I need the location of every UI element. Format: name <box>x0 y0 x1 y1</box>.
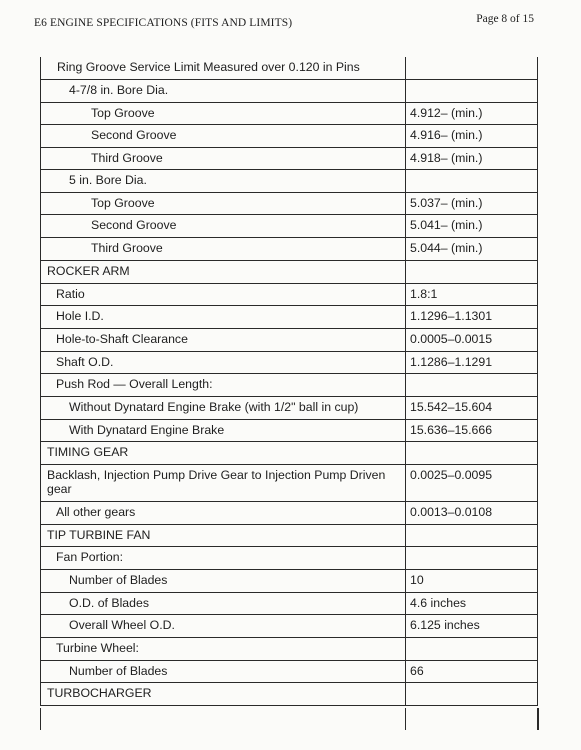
spec-value: 0.0025–0.0095 <box>406 464 538 501</box>
spec-row <box>41 328 538 351</box>
spec-row <box>41 102 538 124</box>
spec-value: 5.041– (min.) <box>406 214 538 237</box>
spec-row <box>41 464 538 501</box>
spec-label: Third Groove <box>41 147 406 169</box>
spec-value: 4.916– (min.) <box>406 124 538 147</box>
spec-value: 5.037– (min.) <box>406 192 538 214</box>
spec-label: Turbine Wheel: <box>41 637 406 660</box>
spec-value: 10 <box>406 569 538 592</box>
spec-value: 15.542–15.604 <box>406 396 538 419</box>
spec-value: 66 <box>406 660 538 682</box>
spec-value: 4.6 inches <box>406 592 538 614</box>
spec-table-body <box>41 57 538 705</box>
section-header-row <box>41 524 538 546</box>
spec-row <box>41 79 538 102</box>
spec-value <box>406 79 538 102</box>
spec-row <box>41 169 538 192</box>
spec-value <box>406 524 538 546</box>
spec-value: 0.0013–0.0108 <box>406 501 538 524</box>
spec-label: Number of Blades <box>41 569 406 592</box>
spec-row <box>41 147 538 169</box>
spec-row <box>41 373 538 396</box>
spec-label: Ratio <box>41 283 406 305</box>
spec-row <box>41 660 538 682</box>
section-header-row <box>41 441 538 464</box>
spec-row <box>41 419 538 441</box>
document-title: E6 ENGINE SPECIFICATIONS (FITS AND LIMITS) <box>34 17 293 29</box>
spec-row <box>41 351 538 373</box>
spec-row <box>41 57 538 79</box>
spec-row <box>41 124 538 147</box>
spec-row <box>41 237 538 260</box>
spec-label: Fan Portion: <box>41 546 406 569</box>
spec-value <box>406 441 538 464</box>
spec-row <box>41 637 538 660</box>
spec-label: Hole I.D. <box>41 305 406 328</box>
spec-value: 0.0005–0.0015 <box>406 328 538 351</box>
table-continuation-line <box>537 708 539 730</box>
spec-value <box>406 373 538 396</box>
spec-label: Top Groove <box>41 102 406 124</box>
spec-value <box>406 637 538 660</box>
spec-value: 4.912– (min.) <box>406 102 538 124</box>
spec-row <box>41 214 538 237</box>
spec-label: Top Groove <box>41 192 406 214</box>
spec-label: ROCKER ARM <box>41 260 406 283</box>
spec-label: All other gears <box>41 501 406 524</box>
spec-value: 1.1286–1.1291 <box>406 351 538 373</box>
spec-value: 1.8:1 <box>406 283 538 305</box>
spec-row <box>41 396 538 419</box>
spec-row <box>41 305 538 328</box>
table-continuation-line <box>40 708 41 730</box>
spec-value <box>406 260 538 283</box>
section-header-row <box>41 260 538 283</box>
spec-row <box>41 569 538 592</box>
spec-value <box>406 169 538 192</box>
spec-label: 4-7/8 in. Bore Dia. <box>41 79 406 102</box>
spec-label: TURBOCHARGER <box>41 682 406 705</box>
spec-value <box>406 57 538 79</box>
spec-value: 5.044– (min.) <box>406 237 538 260</box>
spec-label: Third Groove <box>41 237 406 260</box>
spec-label: TIP TURBINE FAN <box>41 524 406 546</box>
spec-row <box>41 192 538 214</box>
spec-value: 1.1296–1.1301 <box>406 305 538 328</box>
spec-value: 6.125 inches <box>406 614 538 637</box>
page-header <box>34 13 534 33</box>
spec-value <box>406 682 538 705</box>
spec-label: Push Rod — Overall Length: <box>41 373 406 396</box>
table-continuation-line <box>405 708 406 730</box>
page-number: Page 8 of 15 <box>476 13 534 25</box>
spec-label: Ring Groove Service Limit Measured over 0.120 in Pins <box>41 57 406 79</box>
spec-label: 5 in. Bore Dia. <box>41 169 406 192</box>
spec-value <box>406 546 538 569</box>
spec-label: TIMING GEAR <box>41 441 406 464</box>
spec-label: Overall Wheel O.D. <box>41 614 406 637</box>
spec-label: With Dynatard Engine Brake <box>41 419 406 441</box>
spec-label: O.D. of Blades <box>41 592 406 614</box>
spec-label: Second Groove <box>41 124 406 147</box>
spec-label: Without Dynatard Engine Brake (with 1/2" ball in cup) <box>41 396 406 419</box>
spec-label: Backlash, Injection Pump Drive Gear to Injection Pump Driven gear <box>41 464 406 501</box>
spec-value: 4.918– (min.) <box>406 147 538 169</box>
spec-label: Number of Blades <box>41 660 406 682</box>
spec-row <box>41 283 538 305</box>
spec-row <box>41 546 538 569</box>
spec-value: 15.636–15.666 <box>406 419 538 441</box>
spec-table <box>40 57 538 706</box>
spec-row <box>41 501 538 524</box>
spec-row <box>41 592 538 614</box>
spec-label: Hole-to-Shaft Clearance <box>41 328 406 351</box>
spec-row <box>41 614 538 637</box>
spec-label: Shaft O.D. <box>41 351 406 373</box>
section-header-row <box>41 682 538 705</box>
spec-label: Second Groove <box>41 214 406 237</box>
